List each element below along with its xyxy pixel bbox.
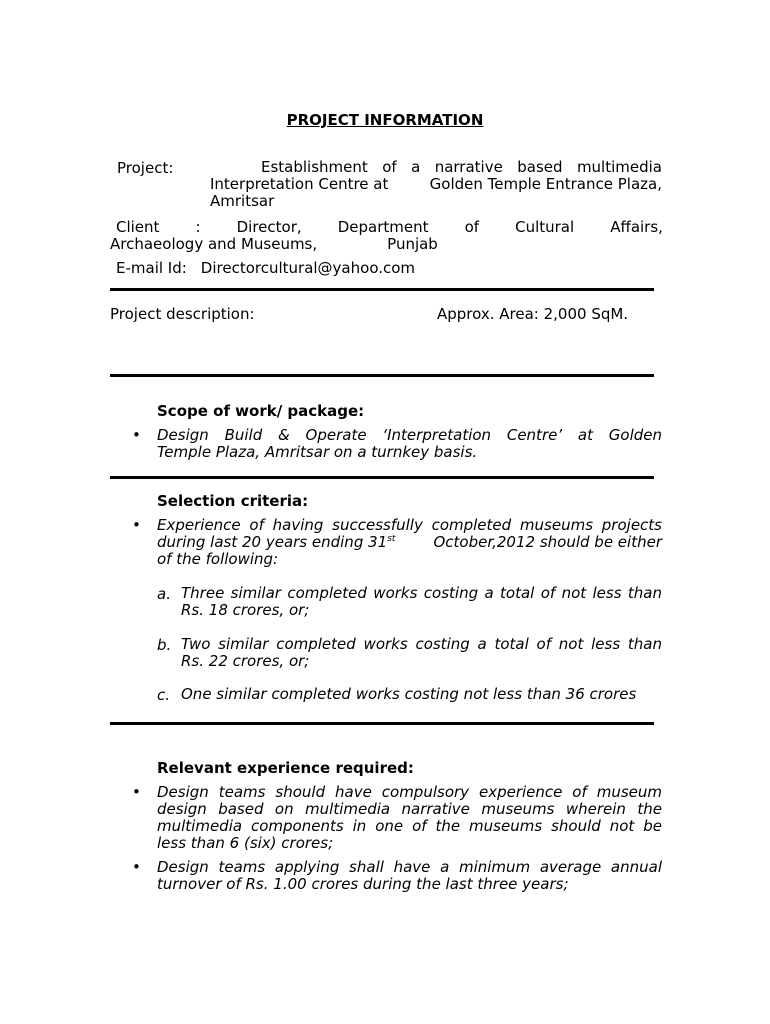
- scope-line-1: Design Build & Operate ‘Interpretation Centre’ at Golden: [157, 426, 662, 444]
- criteria-a-line-2: Rs. 18 crores, or;: [181, 601, 310, 619]
- divider-2: [110, 374, 654, 377]
- experience-text-1: [157, 784, 662, 852]
- project-value: [210, 159, 662, 210]
- selection-line-2a: during last 20 years ending 31: [157, 533, 388, 551]
- client-label: Client: [116, 218, 160, 236]
- client-word-1: Director,: [236, 218, 302, 236]
- divider-1: [110, 288, 654, 291]
- page-title: PROJECT INFORMATION: [286, 111, 484, 129]
- criteria-a-line-1: Three similar completed works costing a total of not less than: [181, 584, 662, 602]
- project-line-2b: Golden Temple Entrance Plaza,: [429, 175, 662, 193]
- email-label: E-mail Id:: [116, 259, 187, 277]
- selection-line-2b: October,2012 should be either: [433, 533, 662, 551]
- criteria-c-text: [181, 686, 662, 703]
- client-line-2: [110, 235, 438, 253]
- ordinal-suffix: st: [387, 534, 396, 544]
- experience-bullet-1: •: [132, 783, 141, 801]
- client-line-2a: Archaeology and Museums,: [110, 235, 318, 253]
- divider-4: [110, 722, 654, 725]
- experience-2-line-1: Design teams applying shall have a minimum average annual: [157, 858, 662, 876]
- experience-bullet-2: •: [132, 858, 141, 876]
- criteria-c-line-1: One similar completed works costing not less than 36 crores: [181, 685, 637, 703]
- project-line-3: Amritsar: [210, 192, 275, 210]
- client-word-2: Department: [337, 218, 429, 236]
- client-word-4: Cultural: [515, 218, 575, 236]
- selection-line-3: of the following:: [157, 550, 279, 568]
- selection-line-2: [157, 534, 662, 551]
- project-line-2a: Interpretation Centre at: [210, 175, 389, 193]
- selection-text: [157, 517, 662, 568]
- experience-1-line-2: design based on multimedia narrative museums wherein the: [157, 800, 662, 818]
- description-label: Project description:: [110, 305, 255, 323]
- client-word-5: Affairs,: [610, 218, 663, 236]
- criteria-a-text: [181, 585, 662, 619]
- client-line-1: [116, 218, 663, 236]
- project-line-2: [210, 176, 662, 193]
- scope-text: [157, 427, 662, 461]
- experience-1-line-3: multimedia components in one of the museums should not be: [157, 817, 662, 835]
- experience-2-line-2: turnover of Rs. 1.00 crores during the last three years;: [157, 875, 569, 893]
- email-line: [116, 259, 415, 277]
- project-label: Project:: [117, 159, 174, 177]
- selection-line-1: Experience of having successfully completed museums projects: [157, 516, 662, 534]
- criteria-b-text: [181, 636, 662, 670]
- divider-3: [110, 476, 654, 479]
- client-colon: :: [195, 218, 201, 236]
- criteria-b-letter: b.: [157, 636, 172, 654]
- experience-1-line-4: less than 6 (six) crores;: [157, 834, 334, 852]
- selection-heading: Selection criteria:: [157, 492, 309, 510]
- scope-heading: Scope of work/ package:: [157, 402, 365, 420]
- criteria-a-letter: a.: [157, 585, 171, 603]
- email-value: Directorcultural@yahoo.com: [200, 259, 416, 277]
- scope-line-2: Temple Plaza, Amritsar on a turnkey basis.: [157, 443, 478, 461]
- experience-text-2: [157, 859, 662, 893]
- client-word-3: of: [464, 218, 480, 236]
- scope-bullet: •: [132, 426, 141, 444]
- criteria-c-letter: c.: [157, 686, 171, 704]
- experience-1-line-1: Design teams should have compulsory experience of museum: [157, 783, 662, 801]
- project-line-1: Establishment of a narrative based multimedia: [261, 158, 662, 176]
- selection-line-2a-wrap: [157, 534, 395, 551]
- selection-bullet: •: [132, 516, 141, 534]
- criteria-b-line-2: Rs. 22 crores, or;: [181, 652, 310, 670]
- client-line-2b: Punjab: [387, 235, 438, 253]
- experience-heading: Relevant experience required:: [157, 759, 414, 777]
- criteria-b-line-1: Two similar completed works costing a total of not less than: [181, 635, 662, 653]
- approx-area: Approx. Area: 2,000 SqM.: [437, 305, 629, 323]
